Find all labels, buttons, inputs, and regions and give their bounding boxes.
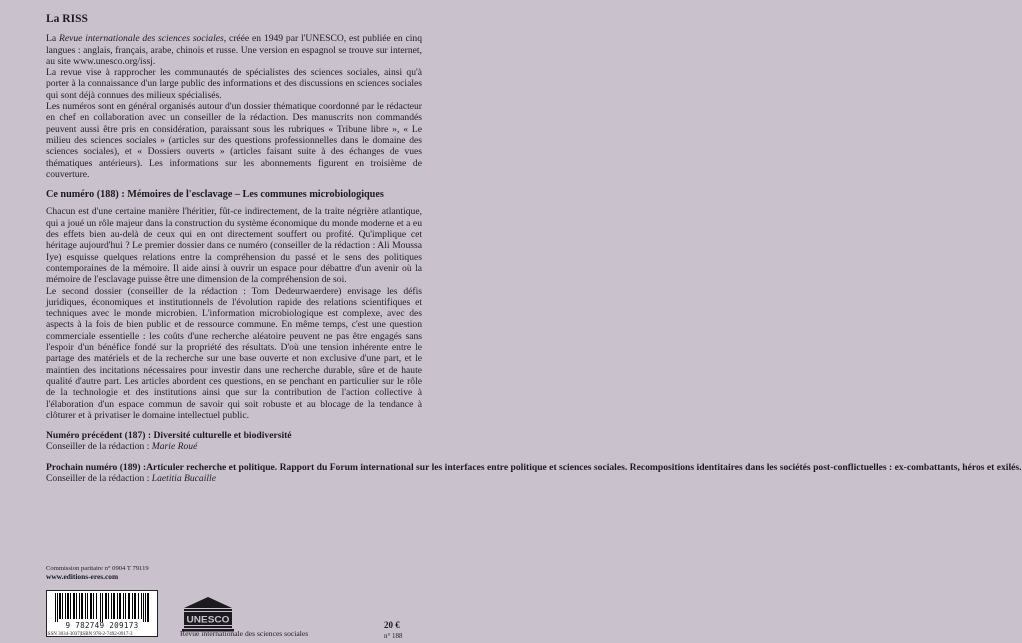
previous-issue-title: Diversité culturelle et biodiversité: [153, 430, 292, 442]
next-issue-advisor: Laetitia Bucaille: [151, 472, 216, 484]
intro-paragraph-2: La revue vise à rapprocher les communautés de spécialistes des sciences sociales, ainsi qu'à porter à la connaissance d'un large public des informations et des discussions en sciences sociales qui sont déjà connues des milieux spécialisés.: [46, 67, 422, 101]
next-issue-title: Articuler recherche et politique. Rapport du Forum international sur les interfaces entre politique et sciences sociales. Recompositions identitaires dans les sociétés post-conflictuelles : ex-combattants, héros et exilés.: [146, 461, 1022, 473]
publisher-info: [46, 565, 149, 581]
barcode-number: 9 782749 209173: [65, 621, 139, 630]
previous-issue-advisor: Marie Roué: [151, 441, 198, 453]
intro-paragraph-3: Les numéros sont en général organisés autour d'un dossier thématique coordonné par le rédacteur en chef en collaboration avec un conseiller de la rédaction. Des manuscrits non commandés peuvent aussi être pris en considération, paraissant sous les rubriques « Tribune libre », « Le milieu des sciences sociales » (articles sur des questions professionnelles dans le domaine des sciences sociales), et « Dossiers ouverts » (articles faisant suite à des échanges de vues thématiques antérieurs). Les informations sur les abonnements figurent en troisième de couverture.: [46, 101, 422, 180]
issn-isbn: ISSN 3034-3037|ISBN 978-2-7492-0917-3: [46, 632, 133, 637]
journal-name: Revue internationale des sciences sociales: [58, 33, 224, 45]
barcode: [46, 590, 158, 637]
unesco-logo-letter: UNESCO: [186, 614, 230, 626]
publisher-website[interactable]: www.editions-eres.com: [46, 572, 119, 581]
current-issue-paragraph-1: Chacun est d'une certaine manière l'héritier, fût-ce indirectement, de la traite négrière atlantique, qui a joué un rôle majeur dans la construction du système économique du monde moderne et a eu des effets bien au-delà de ceux qui en ont directement souffert ou profité. Qu'implique cet héritage aujourd'hui ? Le premier dossier dans ce numéro (conseiller de la rédaction : Ali Moussa Iye) esquisse quelques relations entre la compréhension du passé et le sens des politiques contemporaines de la mémoire. Il aide ainsi à ouvrir un espace pour débattre d'un avenir où la mémoire de l'esclavage puisse être une dimension de la compréhension de soi.: [46, 206, 422, 286]
issue-number: n° 188: [384, 632, 403, 640]
previous-issue: Numéro précédent (187) : Diversité culturelle et biodiversité Conseiller de la rédaction : Marie Roué: [46, 430, 292, 453]
price: 20 €: [384, 620, 400, 630]
current-issue-heading: Ce numéro (188) : Mémoires de l'esclavage – Les communes microbiologiques: [46, 189, 384, 201]
intro-paragraph-1: La Revue internationale des sciences sociales, créée en 1949 par l'UNESCO, est publiée en cinq langues : anglais, français, arabe, chinois et russe. Une version en espagnol se trouve sur internet, au site www.unesco.org/issj.: [46, 33, 422, 67]
journal-footer-name: Revue internationale des sciences sociales: [180, 629, 309, 638]
barcode-icon: [55, 593, 149, 622]
section-title: La RISS: [46, 13, 88, 25]
cover-text: [46, 13, 1022, 484]
next-issue: Prochain numéro (189) : Articuler recherche et politique. Rapport du Forum international sur les interfaces entre politique et sciences sociales. Recompositions identitaires dans les sociétés post-conflictuelles : ex-combattants, héros et exilés. Conseiller de la rédaction : Laetitia Bucaille: [46, 461, 1022, 484]
commission-number: Commission paritaire n° 0904 T 79119: [46, 565, 149, 572]
current-issue-paragraph-2: Le second dossier (conseiller de la rédaction : Tom Dedeurwaerdere) envisage les défis juridiques, économiques et institutionnels de l'évolution rapide des relations scientifiques et techniques avec le monde microbien. L'information microbiologique est complexe, avec des aspects à la fois de bien public et de ressource commune. En même temps, c'est une question commerciale essentielle : les coûts d'une recherche aléatoire peuvent ne pas être engagés sans l'espoir d'un bénéfice fondé sur la propriété des résultats. D'où une tension inhérente entre le partage des matériels et de la recherche sur une base ouverte et non exclusive d'une part, et le maintien des incitations nécessaires pour investir dans une recherche durable, sûre et de haute qualité d'autre part. Les articles abordent ces questions, en se penchant en particulier sur le rôle de la technologie et des institutions ainsi que sur la contribution de l'action collective à l'élaboration d'un espace commun de savoir qui soit robuste et au blocage de la tendance à clôturer et à privatiser le domaine intellectuel public.: [46, 285, 422, 421]
